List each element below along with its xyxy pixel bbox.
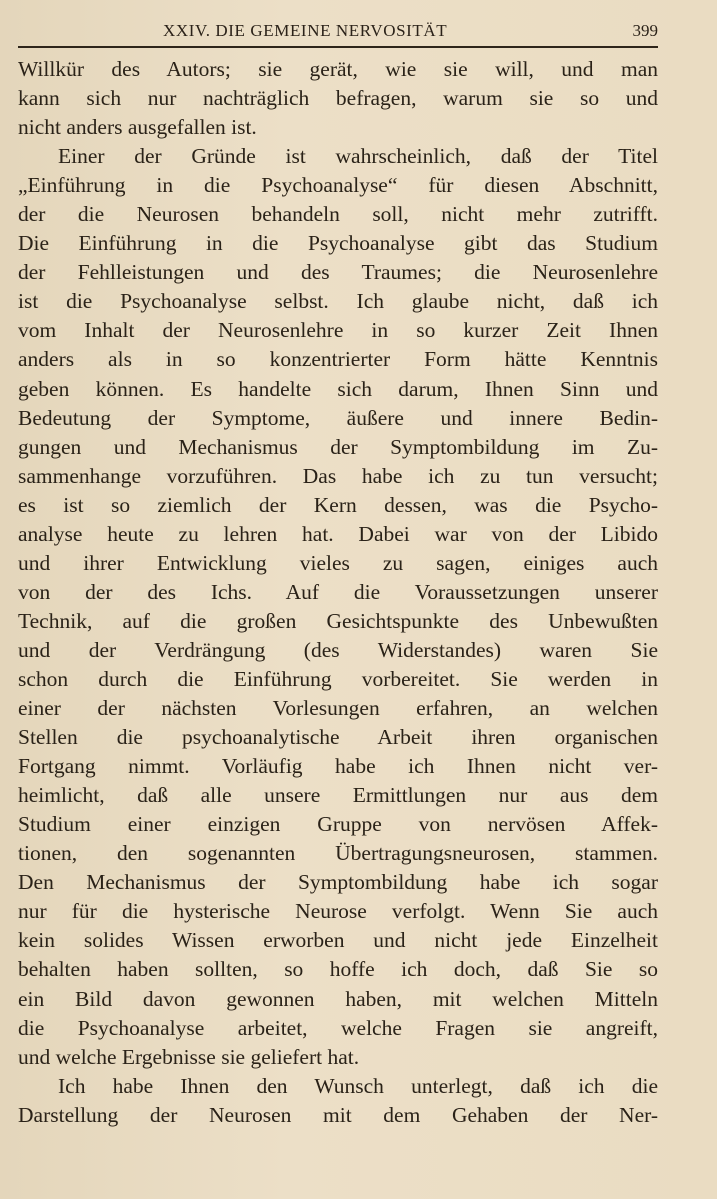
text-line: Technik, auf die großen Gesichtspunkte des Unbewußten: [18, 608, 658, 633]
text-line: und ihrer Entwicklung vieles zu sagen, einiges auch: [18, 550, 658, 575]
text-line: Darstellung der Neurosen mit dem Gehaben der Ner-: [18, 1102, 658, 1127]
text-line: Bedeutung der Symptome, äußere und innere Bedin-: [18, 405, 658, 430]
text-line: ist die Psychoanalyse selbst. Ich glaube nicht, daß ich: [18, 289, 658, 314]
text-line: geben können. Es handelte sich darum, Ihnen Sinn und: [18, 376, 658, 401]
text-line: Stellen die psychoanalytische Arbeit ihren organischen: [18, 725, 658, 750]
text-line: Einer der Gründe ist wahrscheinlich, daß der Titel: [58, 144, 658, 169]
page-number: 399: [632, 21, 658, 40]
text-line: schon durch die Einführung vorbereitet. Sie werden in: [18, 666, 658, 691]
text-line: Ich habe Ihnen den Wunsch unterlegt, daß ich die: [58, 1073, 658, 1098]
text-line: von der des Ichs. Auf die Voraussetzungen unserer: [18, 579, 658, 604]
chapter-title: XXIV. DIE GEMEINE NERVOSITÄT: [163, 21, 448, 40]
text-line: sammenhange vorzuführen. Das habe ich zu tun versucht;: [18, 463, 658, 488]
text-line: tionen, den sogenannten Übertragungsneurosen, stammen.: [18, 841, 658, 866]
text-line: es ist so ziemlich der Kern dessen, was die Psycho-: [18, 492, 658, 517]
text-line: Willkür des Autors; sie gerät, wie sie will, und man: [18, 57, 658, 81]
text-line: der Fehlleistungen und des Traumes; die Neurosenlehre: [18, 260, 658, 285]
text-line: gungen und Mechanismus der Symptombildung im Zu-: [18, 434, 658, 459]
text-line: kein solides Wissen erworben und nicht jede Einzelheit: [18, 928, 658, 953]
running-header: [18, 18, 658, 46]
text-line: Fortgang nimmt. Vorläufig habe ich Ihnen nicht ver-: [18, 754, 658, 779]
text-line: die Psychoanalyse arbeitet, welche Fragen sie angreift,: [18, 1015, 658, 1040]
text-line: und der Verdrängung (des Widerstandes) waren Sie: [18, 637, 658, 662]
text-line: Die Einführung in die Psychoanalyse gibt das Studium: [18, 231, 658, 256]
text-line: behalten haben sollten, so hoffe ich doch, daß Sie so: [18, 957, 658, 982]
text-line: nicht anders ausgefallen ist.: [18, 115, 257, 140]
text-line: ein Bild davon gewonnen haben, mit welchen Mitteln: [18, 986, 658, 1011]
text-line: vom Inhalt der Neurosenlehre in so kurzer Zeit Ihnen: [18, 318, 658, 343]
text-line: analyse heute zu lehren hat. Dabei war von der Libido: [18, 521, 658, 546]
body-text: [18, 55, 658, 1130]
text-line: der die Neurosen behandeln soll, nicht mehr zutrifft.: [18, 202, 658, 227]
text-line: kann sich nur nachträglich befragen, warum sie so und: [18, 86, 658, 111]
text-line: Den Mechanismus der Symptombildung habe ich sogar: [18, 870, 658, 895]
text-line: anders als in so konzentrierter Form hätte Kenntnis: [18, 347, 658, 372]
text-line: „Einführung in die Psychoanalyse“ für diesen Abschnitt,: [18, 173, 658, 198]
text-line: nur für die hysterische Neurose verfolgt. Wenn Sie auch: [18, 899, 658, 924]
header-rule: [18, 46, 658, 48]
text-line: einer der nächsten Vorlesungen erfahren, an welchen: [18, 696, 658, 721]
text-line: und welche Ergebnisse sie geliefert hat.: [18, 1044, 360, 1069]
text-line: Studium einer einzigen Gruppe von nervösen Affek-: [18, 812, 658, 837]
text-line: heimlicht, daß alle unsere Ermittlungen nur aus dem: [18, 783, 658, 808]
